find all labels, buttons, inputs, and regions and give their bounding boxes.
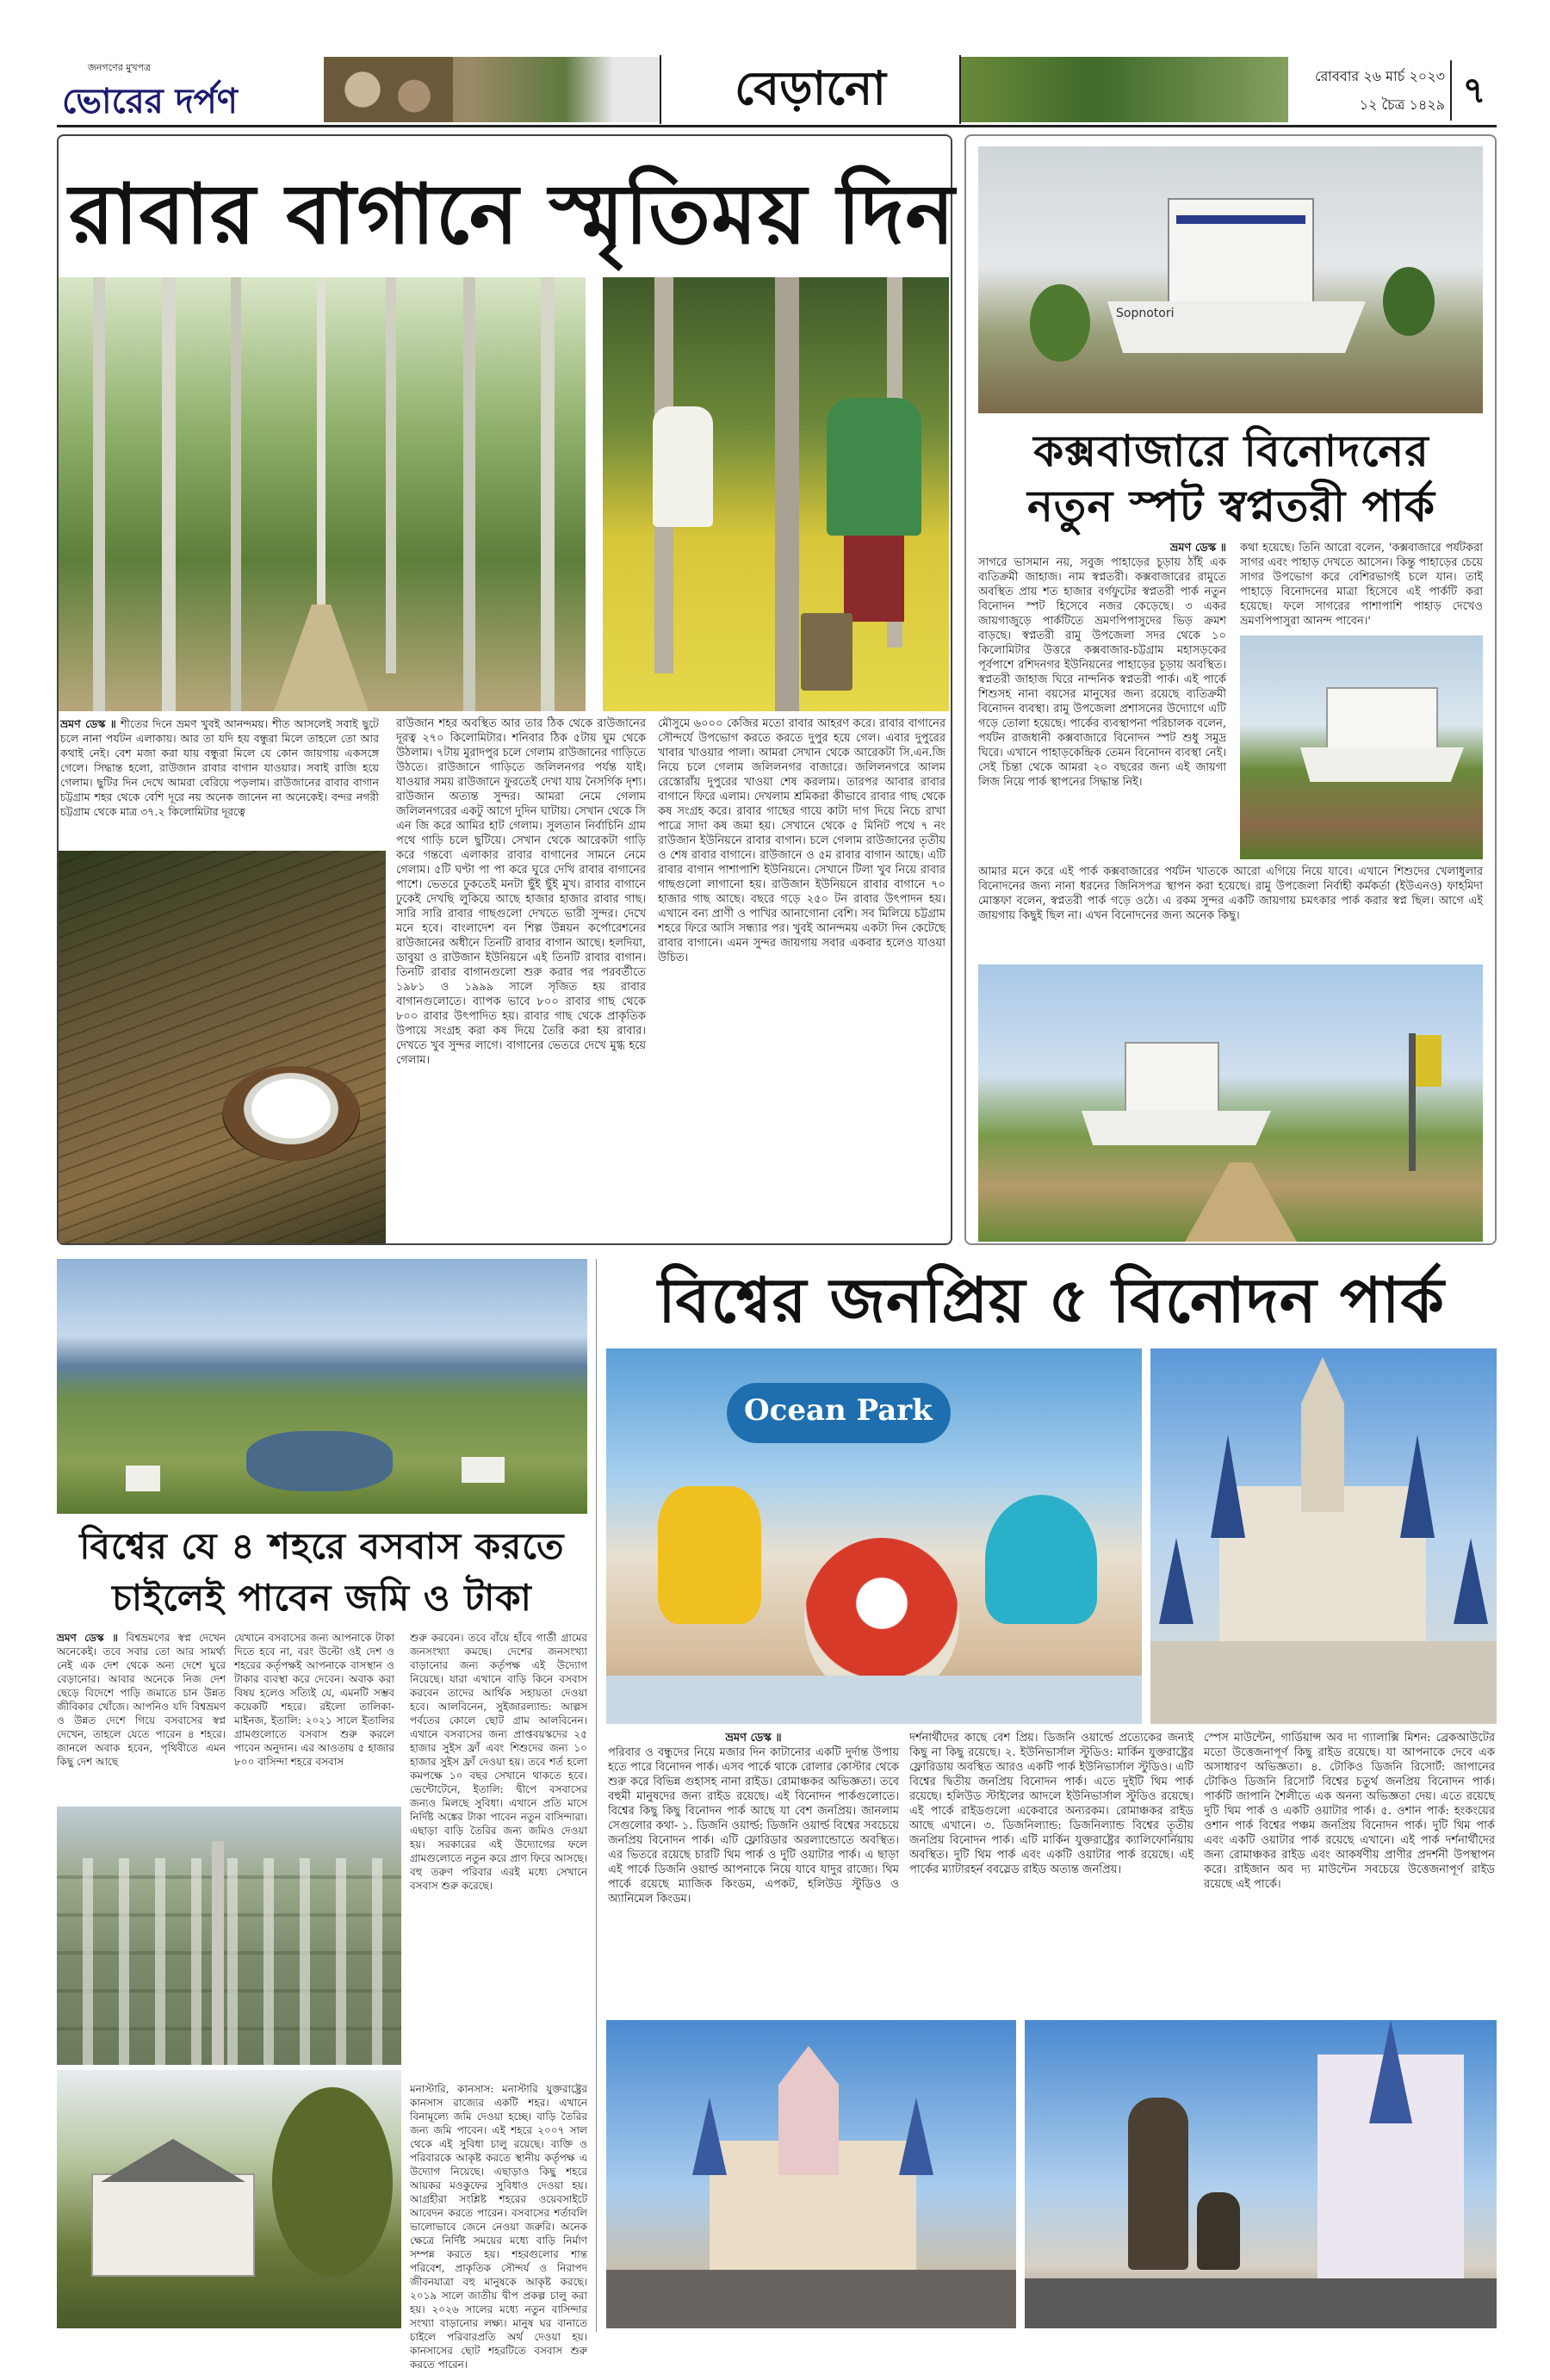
logo-tagline: জনগণের মুখপত্র [88,62,152,73]
cities-body-text-2: যেখানে বসবাসের জন্য আপনাকে টাকা দিতে হবে না, বরং উল্টো ওই দেশ ও শহরের কর্তৃপক্ষই আপনাকে বাসস্থান ও টাকার ব্যবস্থা করে দেবেন। অবাক করা বিষয় হলেও সত্যিই যে, এমনটি সম্ভব কয়েকটি শহরে। রইলো তালিকা- মাইনজ, ইতালি: ২০২১ সালে ইতালির গ্রামগুলোতে বসবাস শুরু করলে পাবেন অনুদান। এর আওতায় ৫ হাজার ৮০০ বাসিন্দা শহরে বসবাস [234,1632,394,1768]
suburb-aerial-photo [57,1807,401,2065]
ship-name-label: Sopnotori [1116,307,1175,320]
date-english: রোববার ২৬ মার্চ ২০২৩ [1314,68,1445,84]
newspaper-logo: ভোরের দর্পণ [62,82,238,121]
rubber-trees-path-photo [59,277,586,711]
rubber-latex-cup-photo [59,851,386,1243]
cities-body-text-1: বিশ্বভ্রমণের স্বপ্ন দেখেন অনেকেই। তবে সবার তো আর সামর্থ্য নেই এক দেশ থেকে অন্য দেশে ঘুরে বেড়ানোর। আবার অনেকে নিজ দেশ ছেড়ে বিদেশে পাড়ি জমাতে চান উন্নত জীবিকার খোঁজে। আপনিও যদি বিশ্বভ্রমণ ও উন্নত দেশে গিয়ে বসবাসের স্বপ্ন দেখেন, তাহলে যেতে পারেন ৪ শহরে। জানলে অবাক হবেন, পৃথিবীতে এমন কিছু দেশ আছে [57,1632,226,1768]
ship-park-photo-3 [978,964,1483,1242]
section-title-box [660,55,961,124]
cities-body-text-4: মনাস্টারি, কানসাস: মনাস্টারি যুক্তরাষ্ট্রের কানসাস রাজ্যের একটি শহর। এখানে বিনামূল্যে জমি দেওয়া হচ্ছে। বাড়ি তৈরির জন্য জমি পাবেন। এই শহরে ২০০৭ সাল থেকে এই সুবিধা চালু রয়েছে। ব্যক্তি ও পরিবারকে আকৃষ্ট করতে স্থানীয় কর্তৃপক্ষ এ উদ্যোগ নিয়েছে। এছাড়াও কিছু শহরে আয়কর মওকুফের সুবিধাও দেওয়া হয়। আগ্রহীরা সংশ্লিষ্ট শহরের ওয়েবসাইটে আবেদন করতে পারেন। বসবাসের শর্তাবলি ভালোভাবে জেনে নেওয়া জরুরি। অনেক ক্ষেত্রে নির্দিষ্ট সময়ের মধ্যে বাড়ি নির্মাণ সম্পন্ন করতে হয়। শহরগুলোর শান্ত পরিবেশ, প্রাকৃতিক সৌন্দর্য ও নিরাপদ জীবনযাত্রা বহু মানুষকে আকৃষ্ট করছে। ২০১৯ সালে জাতীয় দ্বীপ প্রকল্প চালু করা হয়। ২০২৬ সালের মধ্যে নতুন বাসিন্দার সংখ্যা বাড়ানোর লক্ষ্য। মানুষ ঘর বানাতে চাইলে পরিবারপ্রতি অর্থ দেওয়া হয়। কানসাসের ছোট শহরটিতে বসবাস শুরু করতে পারেন। [410,2083,587,2371]
rubber-body-text-2: রাউজান শহর অবস্থিত আর তার ঠিক থেকে রাউজানের দূরত্ব ২৭০ কিলোমিটার। শনিবার ঠিক ৫টায় ঘুম থেকে উঠলাম। ৭টায় মুরাদপুর চলে গেলাম রাউজানের গাড়িতে উঠতে। রাউজানে গাড়িতে জলিলনগর পর্যন্ত যাই। যাওয়ার সময় রাউজানে ফুরতেই দেখা যায় নৈসর্গিক দৃশ্য। রাউজান অত্যন্ত সুন্দর। আমরা নেমে গেলাম জলিলনগরের একটু আগে দুদিন ঘাটায়। সেখান থেকে সি এন জি করে আমির হাট গেলাম। সুলতান নির্বাচিনি গ্রাম পথে গাড়ি চলে ছুটিয়ে। সেখান থেকে আরেকটা গাড়ি করে গন্তব্যে এলাকার রাবার বাগানের সামনে নেমে গেলাম। ৫টি ঘণ্টা পা পা করে ঘুরে দেখি রাবার বাগানের পাশে। ভেতরে ঢুকতেই মনটা ছুঁই ছুঁই মুখ। রাবার বাগানে ঢুকেই দেখছি লুকিয়ে আছে হাজার হাজার রাবার গাছ। সারি সারি রাবার গাছগুলো দেখতে ভারী সুন্দর। দেখে মনে হবে। বাংলাদেশ বন শিল্প উন্নয়ন কর্পোরেশনের রাউজানের অধীনে তিনটি রাবার বাগান আছে। হলদিয়া, ডাবুয়া ও রাউজান ইউনিয়নে এই তিনটি রাবার বাগান। তিনটি রাবার বাগানগুলো শুরু করার পর পরবর্তীতে ১৯৮১ ও ১৯৯৯ সালে সৃজিত হয় রাবার বাগানগুলোতে। ব্যাপক ভাবে ৮০০ রাবার গাছ থেকে ৮০০ রাবার উৎপাদিত হয়। রাবার গাছ থেকে প্রাকৃতিক উপায়ে সংগ্রহ করা কষ দিয়ে তৈরি করা হয় রাবার। দেখতে খুব সুন্দর লাগে। বাগানের ভেতরে দেখে মুগ্ধ হয়ে গেলাম। [396,717,646,1067]
cities-byline: ভ্রমণ ডেস্ক ॥ [57,1632,119,1644]
coxs-byline: ভ্রমণ ডেস্ক ॥ [1169,542,1226,555]
ship-park-photo-1 [978,146,1483,413]
cities-body-text-3: শুরু করবেন। তবে বাঁয়ে হাঁবে গার্ডী গ্রামের জনসংখ্যা কমছে। দেশের জনসংখ্যা বাড়ানোর জন্য কর্তৃপক্ষ এই উদ্যোগ নিয়েছে। যারা এখানে বাড়ি কিনে বসবাস করবেন তাদের আর্থিক সহায়তা দেওয়া হবে। আলবিনেন, সুইজারল্যান্ড: আল্পস পর্বতের কোলে ছোট গ্রাম আলবিনেন। এখানে বসবাসের জন্য প্রাপ্তবয়স্কদের ২৫ হাজার সুইস ফ্রাঁ এবং শিশুদের জন্য ১০ হাজার সুইস ফ্রাঁ দেওয়া হয়। তবে শর্ত হলো কমপক্ষে ১০ বছর সেখানে থাকতে হবে। ভেন্টোটেনে, ইতালি: দ্বীপে বসবাসের জন্যও মিলছে সুবিধা। এখানে প্রতি মাসে নির্দিষ্ট অঙ্কের টাকা পাবেন নতুন বাসিন্দারা। এছাড়া বাড়ি তৈরির জন্য জমিও দেওয়া হয়। সরকারের এই উদ্যোগের ফলে গ্রামগুলোতে নতুন করে প্রাণ ফিরে আসছে। বহু তরুণ পরিবার এরই মধ্যে সেখানে বসবাস শুরু করেছে। [410,1632,587,1892]
date-box [1290,60,1497,121]
cities-body-col4 [410,2082,587,2371]
coxs-headline-line2: নতুন স্পট স্বপ্নতরী পার্ক [1026,481,1436,531]
parks-body-col1 [608,1731,899,2015]
parks-headline: বিশ্বের জনপ্রিয় ৫ বিনোদন পার্ক [658,1264,1445,1336]
parks-body-text-3: স্পেস মাউন্টেন, গার্ডিয়ান্স অব দ্য গ্যালাক্সি মিশন: ব্রেকআউটের মতো উত্তেজনাপূর্ণ কিছু রাইড রয়েছে। যা আপনাকে দেবে এক অসাধারণ অভিজ্ঞতা। ৪. টোকিও ডিজনি রিসোর্ট: জাপানের টোকিও ডিজনি রিসোর্ট বিশ্বের চতুর্থ জনপ্রিয় বিনোদন পার্ক। পার্কটি জাপানি শৈলীতে এক অনন্য অভিজ্ঞতা দেয়। এতে রয়েছে দুটি থিম পার্ক ও একটি ওয়াটার পার্ক। ৫. ওশান পার্ক: হংকংয়ের ওশান পার্ক বিশ্বের পঞ্চম জনপ্রিয় বিনোদন পার্ক। দুটি থিম পার্ক এবং একটি ওয়াটার পার্ক রয়েছে এখানে। এই পার্ক দর্শনার্থীদের জন্য রোমাঞ্চকর রাইড এবং আকর্ষণীয় প্রাণীর প্রদর্শনী উপস্থাপন করে। রাইজান অব দ্য মাউন্টেন সবচেয়ে উত্তেজনাপূর্ণ রাইড রয়েছে এই পার্কে। [1204,1732,1495,1891]
parks-body-col2 [909,1731,1194,2015]
ocean-park-photo [606,1348,1142,1724]
coxs-body-col2 [1240,541,1483,627]
cities-body-col2 [234,1631,394,1803]
rubber-body-col3 [658,716,946,1242]
disney-castle-photo-1 [1150,1348,1497,1724]
parks-body-col3 [1204,1731,1495,2015]
date-bangla: ১২ চৈত্র ১৪২৯ [1359,96,1445,113]
cities-body-col1 [57,1631,226,1803]
rubber-body-text-1: শীতের দিনে ভ্রমণ খুবই আনন্দময়। শীত আসলেই সবাই ছুটে চলে নানা পর্যটন এলাকায়। আর তা যদি হয় বন্ধুরা মিলে তাহলে তো আর কথাই নেই। বেশ মজা করা যায় বন্ধুরা মিলে যে কোন জায়গায় একসঙ্গে গেলে। সিদ্ধান্ত হলো, রাউজান রাবার বাগান যাওয়ার। সবাই রাজি হয়ে গেলাম। ছুটির দিন দেখে আমরা বেরিয়ে পড়লাম। রাউজানের রাবার বাগান চট্টগ্রাম শহর থেকে বেশি দূরে নয় অনেক জানেন না অনেকেই। বন্দর নগরী চট্টগ্রাম থেকে মাত্র ৩৭.২ কিলোমিটার দূরত্বে [60,717,379,818]
rubber-body-text-3: মৌসুমে ৬০০০ কেজির মতো রাবার আহরণ করে। রাবার বাগানের সৌন্দর্যে উপভোগ করতে করতে দুপুর হয়ে গেল। এবার দুপুরের খাবার খাওয়ার পালা। আমরা সেখান থেকে আরেকটা সি.এন.জি নিয়ে চলে গেলাম জলিলনগর বাজারে। জলিলনগরে আলম রেস্তোরাঁয় দুপুরের খাওয়া শেষ করলাম। তারপর আবার রাবার বাগানে ফিরে এলাম। দেখলাম শ্রমিকরা কীভাবে রাবার গাছ থেকে কষ সংগ্রহ করে। রাবার গাছের গায়ে কাটা দাগ দিয়ে নিচে রাখা পাত্রে সাদা কষ জমা হয়। সেখানে থেকে ৫ মিনিট পথে ৭ নং রাউজান ইউনিয়নে রাবার বাগান। চলে গেলাম রাউজানের তৃতীয় ও শেষ রাবার বাগানে। রাউজানে ও ৫ম রাবার বাগান আছে। এটি রাবার বাগান পাশাপাশি ইউনিয়নে। সেখানে টিলা খুব নিয়ে রাবার গাছগুলো লাগানো হয়। রাউজান ইউনিয়নে রাবার বাগানে ৭০ হাজার গাছ আছে। বছরে গড়ে ২৫০ টন রাবার উৎপাদন হয়। এখানে বন্য প্রাণী ও পাখির আনাগোনা বেশি। সব মিলিয়ে চট্টগ্রাম শহরে ফিরে আসি সন্ধ্যার পর। খুবই আনন্দময় একটা দিন কেটেছে রাবার বাগানে। এমন সুন্দর জায়গায় সবার একবার হলেও যাওয়া উচিত। [658,717,946,964]
old-house-photo [57,2070,401,2328]
coxs-body-col3 [978,865,1483,959]
parks-byline: ভ্রমণ ডেস্ক ॥ [725,1732,782,1745]
section-title: বেড়ানো [735,61,886,115]
coxs-body-text-2: কথা হয়েছে। তিনি আরো বলেন, 'কক্সবাজারে পর্যটকরা সাগর এবং পাহাড় দেখতে আসেন। কিন্তু পাহাড়ের চেয়ে সাগর উপভোগ করে বেশিরভাগই চলে যান। তাই পাহাড়ে বিনোদনের মাত্রা হিসেবে এই পার্কটি করা হয়েছে। ফলে সাগরের পাশাপাশি পাহাড় দেখেও ভ্রমণপিপাসুরা আনন্দ পাবেন।' [1240,542,1483,628]
rubber-tappers-photo [603,277,949,711]
rubber-body-col2 [396,716,646,1242]
page-number: ৭ [1450,60,1497,121]
cities-headline-line2: চাইলেই পাবেন জমি ও টাকা [112,1577,532,1619]
coxs-headline-line1: কক্সবাজারে বিনোদনের [1033,426,1429,476]
disneyland-castle-photo [606,2020,1016,2328]
coxs-body-text-1: সাগরে ভাসমান নয়, সবুজ পাহাড়ের চূড়ায় ঠাঁই এক ব্যতিক্রমী জাহাজ। নাম স্বপ্নতরী। কক্সবাজারের রামুতে অবস্থিত প্রায় শত হাজার বর্গফুটের স্বপ্নতরী পার্ক নতুন বিনোদন স্পট হিসেবে নজর কেড়েছে। ৩ একর জায়গাজুড়ে পার্কটিতে ভ্রমণপিপাসুদের ভিড় ক্রমশ বাড়ছে। স্বপ্নতরী রামু উপজেলা সদর থেকে ১০ কিলোমিটার উত্তরে কক্সবাজার-চট্টগ্রাম মহাসড়কের পূর্বপাশে রশিদনগর ইউনিয়নের পাহাড়ের চূড়ায় অবস্থিত। স্বপ্নতরী জাহাজ ঘিরে নান্দনিক স্বপ্নতরী পার্ক। এই পার্কে শিশুসহ নানা বয়সের মানুষের জন্য রয়েছে ব্যতিক্রমী বিনোদন ব্যবস্থা। রামু উপজেলা প্রশাসনের উদ্যোগে এটি গড়ে তোলা হয়েছে। পার্কের ব্যবস্থাপনা পরিচালক বলেন, পর্যটন রাজধানী কক্সবাজারে বিনোদন স্পট শুধু সমুদ্র ঘিরে। এখানে পাহাড়কেন্দ্রিক তেমন বিনোদন ব্যবস্থা নেই। সেই চিন্তা থেকে আমরা ২০ বছরের জন্য এই জায়গা লিজ নিয়ে পার্ক স্থাপনের সিদ্ধান্ত নিই। [978,556,1226,789]
cities-body-col3 [410,1631,587,2079]
rubber-body-col1 [60,716,379,846]
coastal-town-photo [57,1259,587,1514]
masthead [57,55,1497,127]
disney-statue-photo [1025,2020,1497,2328]
column-divider [596,1259,597,2332]
rubber-byline: ভ্রমণ ডেস্ক ॥ [60,717,116,730]
parks-body-text-2: দর্শনার্থীদের কাছে বেশ প্রিয়। ডিজনি ওয়ার্ল্ডে প্রত্যেকের জন্যই কিছু না কিছু রয়েছে। ২. ইউনিভার্সাল স্টুডিও: মার্কিন যুক্তরাষ্ট্রের ফ্লোরিডায় অবস্থিত আরও একটি পার্ক ইউনিভার্সাল স্টুডিও। এটি বিশ্বের দ্বিতীয় জনপ্রিয় বিনোদন পার্ক। এতে দুইটি থিম পার্ক রয়েছে। হলিউড স্টাইলের আদলে ইউনিভার্সাল স্টুডিও রয়েছে। এই পার্কে রাইডগুলো একেবারে অন্যরকম। রোমাঞ্চকর রাইড আছে এখানে। ৩. ডিজনিল্যান্ড: ডিজনিল্যান্ড বিশ্বের তৃতীয় জনপ্রিয় বিনোদন পার্ক। এটি মার্কিন যুক্তরাষ্ট্রের ক্যালিফোর্নিয়ায় অবস্থিত। দুটি থিম পার্ক এবং একটি ওয়াটার পার্ক রয়েছে। এই পার্কের ম্যাটারহর্ন ববস্লেড রাইড অত্যন্ত জনপ্রিয়। [909,1732,1194,1876]
ship-park-photo-2 [1240,635,1483,859]
ocean-park-sign: Ocean Park [744,1393,933,1428]
coxs-body-text-3: আমার মনে করে এই পার্ক কক্সবাজারের পর্যটন খাতকে আরো এগিয়ে নিয়ে যাবে। এখানে শিশুদের খেলাধুলার বিনোদনের জন্য নানা ধরনের জিনিসপত্র স্থাপন করা হয়েছে। রামু উপজেলা নির্বাহী কর্মকর্তা (ইউএনও) ফাহমিদা মোস্তফা বলেন, স্বপ্নতরী পার্ক গড়ে ওঠে। এ রকম সুন্দর একটি জায়গায় চমৎকার পার্ক করার স্বপ্ন ছিল। আগে এই জায়গায় কিছুই ছিল না। এখন বিনোদনের জন্য অনেক কিছু। [978,865,1483,922]
cities-headline-line1: বিশ্বের যে ৪ শহরে বসবাস করতে [79,1525,565,1567]
parks-body-text-1: পরিবার ও বন্ধুদের নিয়ে মজার দিন কাটানোর একটি দুর্দান্ত উপায় হতে পারে বিনোদন পার্ক। এসব পার্কে থাকে রোলার কোস্টার থেকে শুরু করে বিভিন্ন গুহাসহ নানা রাইড। রোমাঞ্চকর অভিজ্ঞতা। তবে বহুমী মানুষদের জন্য রাইড রয়েছে। এই বিনোদন পার্কগুলোতে। বিশ্বের কিছু কিছু বিনোদন পার্ক আছে যা বেশ জনপ্রিয়। জানলাম সেগুলোর কথা- ১. ডিজনি ওয়ার্ল্ড: ডিজনি ওয়ার্ল্ড বিশ্বের সবচেয়ে জনপ্রিয় বিনোদন পার্ক। এটি ফ্লোরিডার অরল্যান্ডোতে অবস্থিত। এর ভিতরে রয়েছে চারটি থিম পার্ক ও দুটি ওয়াটার পার্ক। এ ছাড়া এই পার্কে ডিজনি ওয়ার্ল্ড আপনাকে নিয়ে যাবে যাদুর রাজ্যে। থিম পার্কে রয়েছে ম্যাজিক কিংডম, এপকট, হলিউড স্টুডিও ও অ্যানিমেল কিংডম। [608,1746,899,1906]
rubber-headline: রাবার বাগানে স্মৃতিময় দিন [69,166,956,263]
